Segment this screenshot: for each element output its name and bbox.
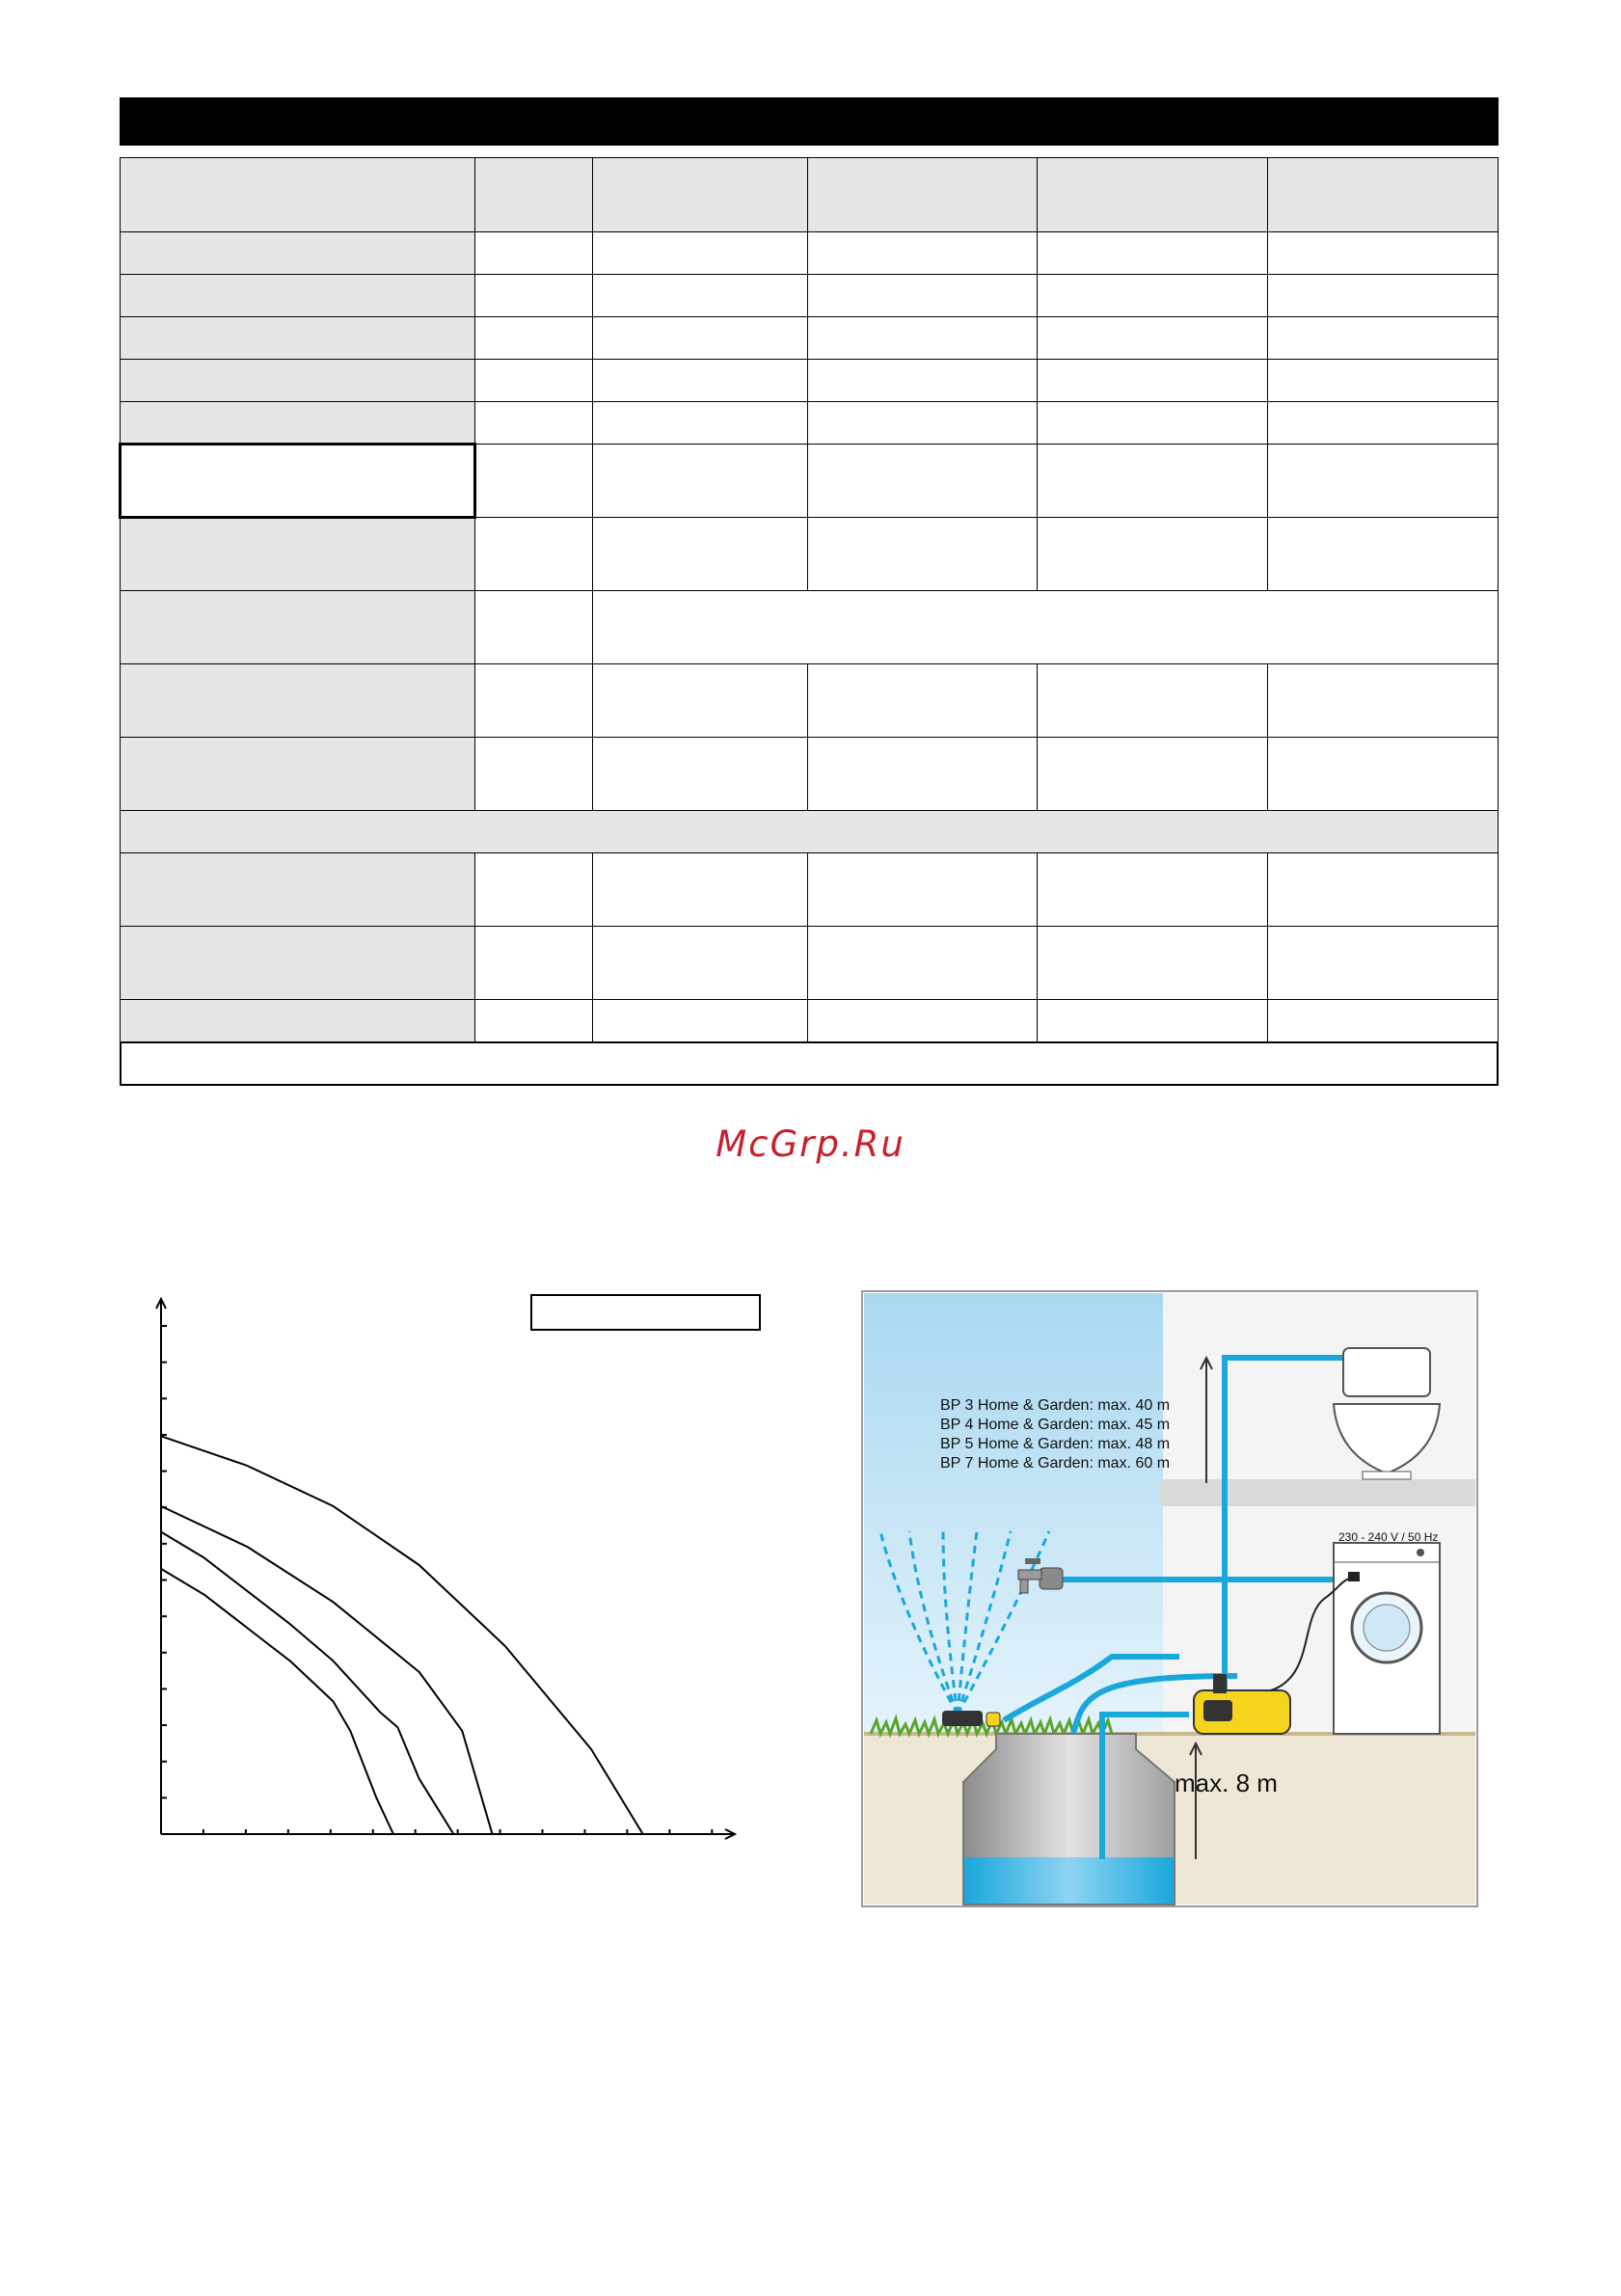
table-row xyxy=(121,317,1499,360)
series-line-2 xyxy=(161,1506,493,1834)
section-heading-cell xyxy=(121,811,1499,853)
table-footer-row xyxy=(121,1042,1499,1085)
height-limit-label: BP 7 Home & Garden: max. 60 m xyxy=(940,1455,1171,1472)
table-row xyxy=(121,853,1499,927)
height-limit-label: BP 4 Home & Garden: max. 45 m xyxy=(940,1417,1171,1433)
technical-data-table xyxy=(119,157,1499,1086)
series-line-1 xyxy=(161,1436,643,1834)
table-header-row xyxy=(121,158,1499,232)
table-row xyxy=(121,738,1499,811)
chart-svg xyxy=(135,1283,771,1861)
suction-depth-label: max. 8 m xyxy=(1175,1769,1278,1797)
sprinkler-icon xyxy=(942,1711,983,1726)
series-line-4 xyxy=(161,1569,393,1834)
table-section-row xyxy=(121,811,1499,853)
table-row xyxy=(121,402,1499,445)
well-water xyxy=(964,1857,1174,1904)
pump-performance-chart xyxy=(135,1283,771,1861)
chart-legend-box xyxy=(530,1294,761,1331)
table-row xyxy=(121,1000,1499,1042)
table-row xyxy=(121,360,1499,402)
table-row xyxy=(121,275,1499,317)
washing-machine-icon xyxy=(1334,1543,1440,1734)
watermark-text: McGrp.Ru xyxy=(716,1123,905,1165)
height-limit-label: BP 3 Home & Garden: max. 40 m xyxy=(940,1397,1171,1414)
table-header-bar xyxy=(120,97,1499,146)
sky-area xyxy=(864,1293,1163,1734)
series-line-3 xyxy=(161,1532,453,1834)
voltage-label: 230 - 240 V / 50 Hz xyxy=(1338,1530,1439,1544)
floor-slab xyxy=(1160,1479,1475,1506)
table-row xyxy=(121,664,1499,738)
installation-diagram xyxy=(861,1290,1478,1907)
footer-note-cell xyxy=(121,1042,1499,1085)
table-row xyxy=(121,518,1499,591)
table-row xyxy=(121,445,1499,518)
table-row xyxy=(121,927,1499,1000)
height-limit-label: BP 5 Home & Garden: max. 48 m xyxy=(940,1436,1171,1452)
highlighted-cell xyxy=(121,445,475,518)
table-row xyxy=(121,591,1499,664)
merged-value-cell xyxy=(593,591,1498,664)
table-row xyxy=(121,232,1499,275)
